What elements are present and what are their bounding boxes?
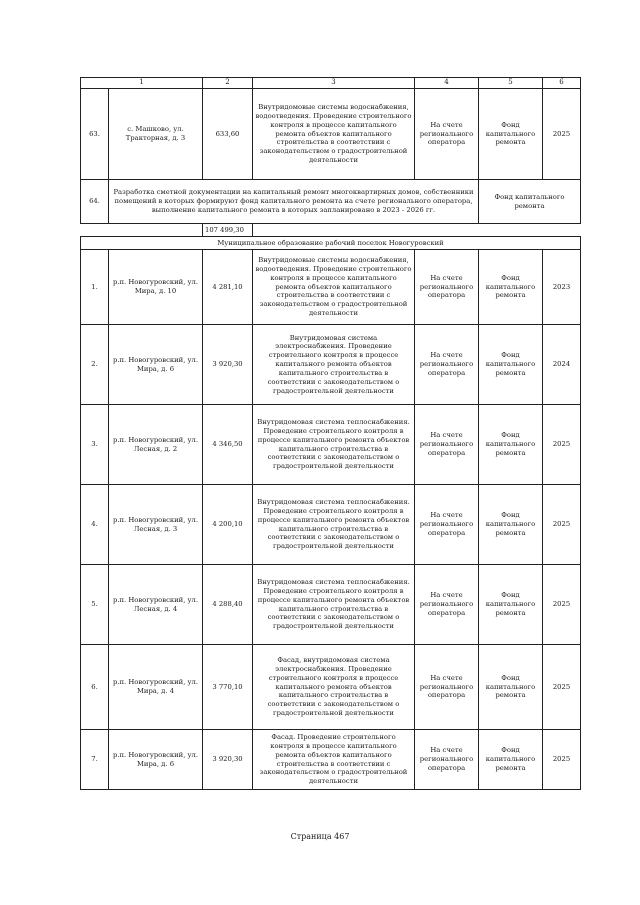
section-row bbox=[81, 237, 581, 250]
address-cell: р.п. Новогуровский, ул. Лесная, д. 4 bbox=[109, 565, 203, 645]
work-cell: Внутридомовая система электроснабжения. Проведение строительного контроля в процессе капитального ремонта объектов капитального строительства в соответствии с законодательством о градостроительной деятельности bbox=[253, 325, 415, 405]
year-cell: 2025 bbox=[543, 89, 581, 180]
row-number: 64. bbox=[81, 180, 109, 224]
total-blank bbox=[81, 224, 203, 237]
total-row bbox=[81, 224, 581, 237]
method-cell: На счете регионального оператора bbox=[415, 730, 479, 790]
method-cell: На счете регионального оператора bbox=[415, 565, 479, 645]
col-header-2: 2 bbox=[203, 78, 253, 89]
row-number: 6. bbox=[81, 645, 109, 730]
method-cell: На счете регионального оператора bbox=[415, 485, 479, 565]
work-cell: Фасад. Проведение строительного контроля в процессе капитального ремонта объектов капитального строительства в соответствии с законодательством о градостроительной деятельности bbox=[253, 730, 415, 790]
section-title: Муниципальное образование рабочий поселок Новогуровский bbox=[81, 237, 581, 250]
source-cell: Фонд капитального ремонта bbox=[479, 250, 543, 325]
address-cell: р.п. Новогуровский, ул. Мира, д. 4 bbox=[109, 645, 203, 730]
year-cell: 2025 bbox=[543, 730, 581, 790]
address-cell: р.п. Новогуровский, ул. Мира, д. 6 bbox=[109, 730, 203, 790]
header-row bbox=[81, 78, 581, 89]
total-blank-right bbox=[253, 224, 581, 237]
col-header-3: 3 bbox=[253, 78, 415, 89]
source-cell: Фонд капитального ремонта bbox=[479, 180, 581, 224]
row-number: 4. bbox=[81, 485, 109, 565]
cost-cell: 4 288,40 bbox=[203, 565, 253, 645]
cost-cell: 4 200,10 bbox=[203, 485, 253, 565]
year-cell: 2025 bbox=[543, 485, 581, 565]
col-header-5: 5 bbox=[479, 78, 543, 89]
year-cell: 2025 bbox=[543, 645, 581, 730]
table-row bbox=[81, 485, 581, 565]
source-cell: Фонд капитального ремонта bbox=[479, 485, 543, 565]
col-header-4: 4 bbox=[415, 78, 479, 89]
method-cell: На счете регионального оператора bbox=[415, 250, 479, 325]
cost-cell: 3 920,30 bbox=[203, 325, 253, 405]
capital-repair-table bbox=[80, 77, 581, 790]
table-row bbox=[81, 565, 581, 645]
total-cost: 107 499,30 bbox=[203, 224, 253, 237]
cost-cell: 4 346,50 bbox=[203, 405, 253, 485]
method-cell: На счете регионального оператора bbox=[415, 89, 479, 180]
table-row bbox=[81, 325, 581, 405]
work-cell: Внутридомовые системы водоснабжения, водоотведения. Проведение строительного контроля в процессе капитального ремонта объектов капитального строительства в соответствии с законодательством о градостроительной деятельности bbox=[253, 250, 415, 325]
row-number: 63. bbox=[81, 89, 109, 180]
table-row-63 bbox=[81, 89, 581, 180]
source-cell: Фонд капитального ремонта bbox=[479, 405, 543, 485]
row-number: 2. bbox=[81, 325, 109, 405]
source-cell: Фонд капитального ремонта bbox=[479, 565, 543, 645]
source-cell: Фонд капитального ремонта bbox=[479, 645, 543, 730]
cost-cell: 3 920,30 bbox=[203, 730, 253, 790]
work-cell: Внутридомовая система теплоснабжения. Проведение строительного контроля в процессе капитального ремонта объектов капитального строительства в соответствии с законодательством о градостроительной деятельности bbox=[253, 485, 415, 565]
page-number: Страница 467 bbox=[290, 832, 350, 841]
source-cell: Фонд капитального ремонта bbox=[479, 730, 543, 790]
work-cell: Внутридомовая система теплоснабжения. Проведение строительного контроля в процессе капитального ремонта объектов капитального строительства в соответствии с законодательством о градостроительной деятельности bbox=[253, 565, 415, 645]
table-row bbox=[81, 250, 581, 325]
cost-cell: 633,60 bbox=[203, 89, 253, 180]
year-cell: 2024 bbox=[543, 325, 581, 405]
year-cell: 2025 bbox=[543, 405, 581, 485]
work-cell: Внутридомовая система теплоснабжения. Проведение строительного контроля в процессе капитального ремонта объектов капитального строительства в соответствии с законодательством о градостроительной деятельности bbox=[253, 405, 415, 485]
row-number: 5. bbox=[81, 565, 109, 645]
method-cell: На счете регионального оператора bbox=[415, 645, 479, 730]
row-number: 1. bbox=[81, 250, 109, 325]
table-row bbox=[81, 730, 581, 790]
col-header-6: 6 bbox=[543, 78, 581, 89]
address-cell: с. Машково, ул. Тракторная, д. 3 bbox=[109, 89, 203, 180]
table-row bbox=[81, 645, 581, 730]
cost-cell: 4 281,10 bbox=[203, 250, 253, 325]
work-cell: Фасад, внутридомовая система электроснабжения. Проведение строительного контроля в процессе капитального ремонта объектов капитального строительства в соответствии с законодательством о градостроительной деятельности bbox=[253, 645, 415, 730]
year-cell: 2023 bbox=[543, 250, 581, 325]
method-cell: На счете регионального оператора bbox=[415, 405, 479, 485]
address-cell: р.п. Новогуровский, ул. Мира, д. 6 bbox=[109, 325, 203, 405]
row-number: 7. bbox=[81, 730, 109, 790]
address-cell: р.п. Новогуровский, ул. Лесная, д. 2 bbox=[109, 405, 203, 485]
source-cell: Фонд капитального ремонта bbox=[479, 89, 543, 180]
row-number: 3. bbox=[81, 405, 109, 485]
work-cell: Внутридомовые системы водоснабжения, водоотведения. Проведение строительного контроля в процессе капитального ремонта объектов капитального строительства в соответствии с законодательством о градостроительной деятельности bbox=[253, 89, 415, 180]
table-row-64 bbox=[81, 180, 581, 224]
estimate-text-cell: Разработка сметной документации на капитальный ремонт многоквартирных домов, собственники помещений в которых формируют фонд капитального ремонта на счете регионального оператора, выполнение капитального ремонта в которых запланировано в 2023 - 2026 гг. bbox=[109, 180, 479, 224]
cost-cell: 3 770,10 bbox=[203, 645, 253, 730]
method-cell: На счете регионального оператора bbox=[415, 325, 479, 405]
address-cell: р.п. Новогуровский, ул. Мира, д. 10 bbox=[109, 250, 203, 325]
source-cell: Фонд капитального ремонта bbox=[479, 325, 543, 405]
address-cell: р.п. Новогуровский, ул. Лесная, д. 3 bbox=[109, 485, 203, 565]
col-header-1: 1 bbox=[81, 78, 203, 89]
year-cell: 2025 bbox=[543, 565, 581, 645]
table-row bbox=[81, 405, 581, 485]
